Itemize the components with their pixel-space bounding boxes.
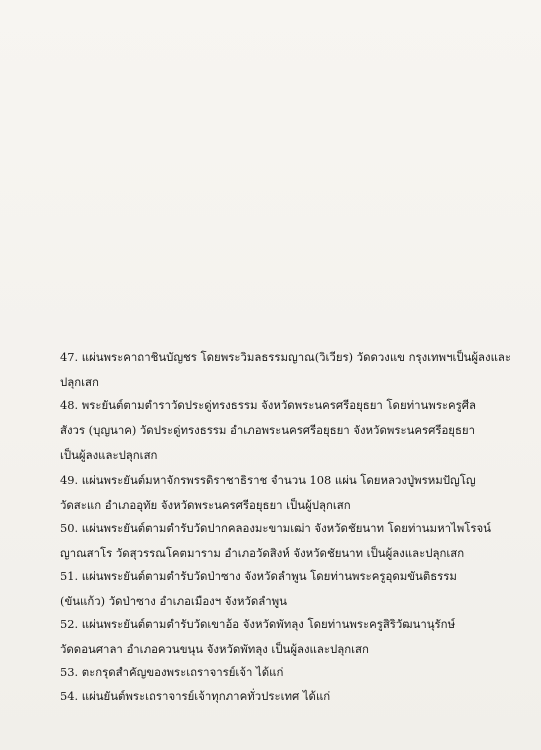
paragraph-line: 50. แผ่นพระยันต์ตามตำรับวัดปากคลองมะขามเฒ่า จังหวัดชัยนาท โดยท่านมหาไพโรจน์ — [60, 521, 491, 535]
paragraph-50 — [60, 516, 533, 566]
paragraph-line: วัดดอนศาลา อำเภอควนขนุน จังหวัดพัทลุง เป็นผู้ลงและปลุกเสก — [60, 642, 369, 656]
paragraph-line: 54. แผ่นยันต์พระเถราจารย์เจ้าทุกภาคทั่วประเทศ ได้แก่ — [60, 689, 331, 703]
paragraph-48 — [60, 393, 533, 468]
paragraph-52 — [60, 612, 533, 662]
paragraph-54 — [60, 684, 533, 709]
paragraph-line: 49. แผ่นพระยันต์มหาจักรพรรดิราชาธิราช จำนวน 108 แผ่น โดยหลวงปู่พรหมปัญโญ — [60, 473, 476, 487]
paragraph-line: 52. แผ่นพระยันต์ตามตำรับวัดเขาอ้อ จังหวัดพัทลุง โดยท่านพระครูสิริวัฒนานุรักษ์ — [60, 617, 456, 631]
paragraph-line: 48. พระยันต์ตามตำราวัดประดู่ทรงธรรม จังหวัดพระนครศรีอยุธยา โดยท่านพระครูศีล — [60, 398, 476, 412]
paragraph-line: ญาณสาโร วัดสุวรรณโคตมาราม อำเภอวัดสิงห์ จังหวัดชัยนาท เป็นผู้ลงและปลุกเสก — [60, 546, 465, 560]
paragraph-line: 53. ตะกรุดสำคัญของพระเถราจารย์เจ้า ได้แก่ — [60, 665, 284, 679]
paragraph-line: (ขันแก้ว) วัดป่าซาง อำเภอเมืองฯ จังหวัดลำพูน — [60, 594, 287, 608]
paragraph-line: เป็นผู้ลงและปลุกเสก — [60, 448, 158, 462]
paragraph-49 — [60, 468, 533, 518]
paragraph-51 — [60, 564, 533, 614]
paragraph-line: ปลุกเสก — [60, 375, 99, 389]
paragraph-line: 47. แผ่นพระคาถาชินบัญชร โดยพระวิมลธรรมญาณ(วิเวียร) วัดดวงแข กรุงเทพฯเป็นผู้ลงและ — [60, 350, 512, 364]
paragraph-53 — [60, 660, 533, 685]
paragraph-line: 51. แผ่นพระยันต์ตามตำรับวัดป่าซาง จังหวัดลำพูน โดยท่านพระครูอุดมขันติธรรม — [60, 569, 457, 583]
paragraph-47 — [60, 345, 533, 395]
paragraph-line: วัดสะแก อำเภออุทัย จังหวัดพระนครศรีอยุธยา เป็นผู้ปลุกเสก — [60, 498, 351, 512]
paragraph-line: สังวร (บุญนาค) วัดประดู่ทรงธรรม อำเภอพระนครศรีอยุธยา จังหวัดพระนครศรีอยุธยา — [60, 423, 476, 437]
